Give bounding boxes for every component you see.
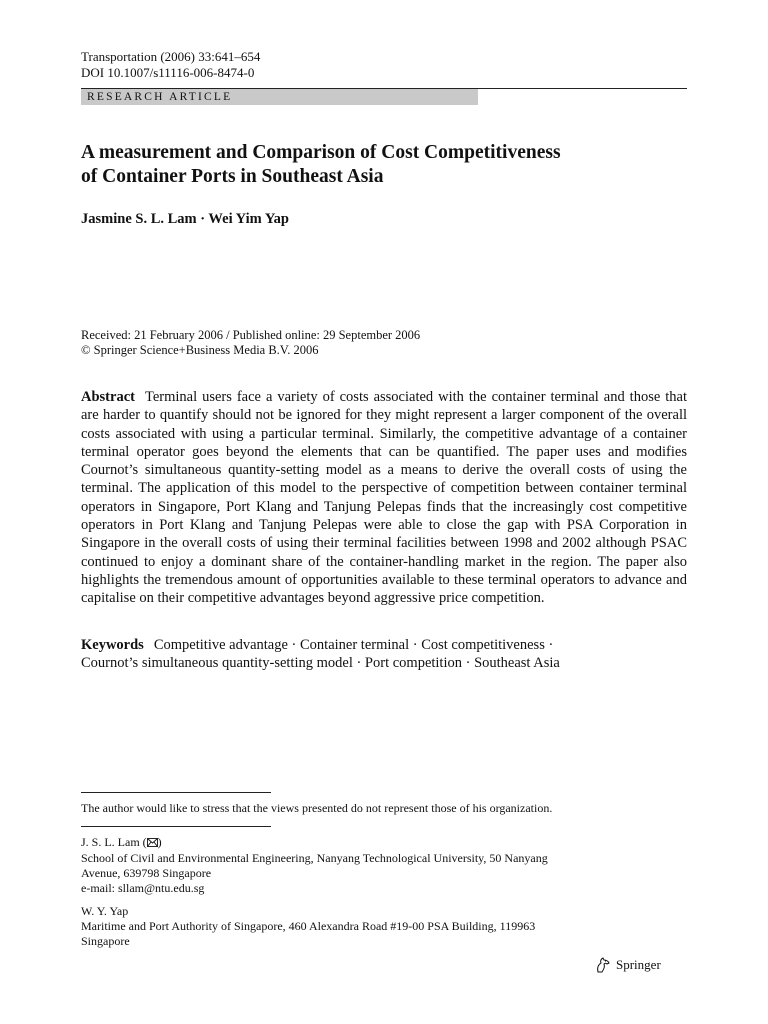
envelope-icon (147, 836, 158, 851)
yap-affiliation-line-1: Maritime and Port Authority of Singapore, 460 Alexandra Road #19-00 PSA Building, 119963 (81, 919, 536, 933)
footnote-rule (81, 792, 271, 793)
keywords (81, 636, 687, 673)
lam-email[interactable]: e-mail: sllam@ntu.edu.sg (81, 881, 205, 895)
copyright: © Springer Science+Business Media B.V. 2006 (81, 343, 319, 357)
abstract-text: Terminal users face a variety of costs associated with the container terminal and those that are harder to quantify should not be ignored for they might represent a larger component of the overall costs associated with using a particular terminal. Similarly, the competitive advantage of a container terminal operator goes beyond the elements that can be quantified. The paper uses and modifies Cournot’s simultaneous quantity-setting model as a means to derive the overall costs of using the terminal. The application of this model to the perspective of competition between container terminal operators in Singapore, Port Klang and Tanjung Pelepas finds that the increasingly cost competitive operators in Port Klang and Tanjung Pelepas were able to close the gap with PSA Corporation in Singapore in the overall costs of using their terminal facilities between 1998 and 2002 although PSAC continued to enjoy a dominant share of the container-handling market in the region. The paper also highlights the tremendous amount of opportunities available to these terminal operators to advance and capitalise on their competitive advantages beyond aggressive price competition. (81, 389, 687, 607)
publication-dates (81, 328, 420, 358)
abstract (81, 388, 687, 608)
journal-citation: Transportation (2006) 33:641–654 (81, 49, 261, 64)
springer-horse-icon (594, 957, 612, 973)
yap-name: W. Y. Yap (81, 904, 129, 918)
publisher-mark (594, 957, 661, 973)
lam-name: J. S. L. Lam ( (81, 835, 147, 849)
yap-affiliation-line-2: Singapore (81, 934, 130, 948)
title-line-2: of Container Ports in Southeast Asia (81, 166, 384, 187)
received-date: Received: 21 February 2006 / Published online: 29 September 2006 (81, 328, 421, 342)
article-title (81, 141, 691, 189)
doi[interactable]: DOI 10.1007/s11116-006-8474-0 (81, 65, 255, 80)
keywords-label: Keywords (81, 637, 144, 653)
publisher-name: Springer (616, 957, 661, 972)
footnote: The author would like to stress that the views presented do not represent those of his organization. (81, 801, 553, 815)
journal-header (81, 49, 260, 81)
affiliation-rule (81, 826, 271, 827)
abstract-label: Abstract (81, 389, 135, 405)
affiliation-lam: J. S. L. Lam ( ) School of Civil and Environmental Engineering, Nanyang Technological University, 50 Nanyang Avenue, 639798 Singapore e-mail: sllam@ntu.edu.sg (81, 835, 691, 896)
authors: Jasmine S. L. Lam · Wei Yim Yap (81, 211, 289, 227)
keywords-line-1: Competitive advantage · Container terminal · Cost competitiveness · (153, 637, 554, 653)
title-line-1: A measurement and Comparison of Cost Competitiveness (81, 142, 561, 163)
keywords-line-2: Cournot’s simultaneous quantity-setting model · Port competition · Southeast Asia (81, 655, 560, 672)
lam-affiliation-line-1: School of Civil and Environmental Engineering, Nanyang Technological University, 50 Nanyang (81, 851, 548, 865)
section-label: RESEARCH ARTICLE (81, 89, 478, 105)
lam-affiliation-line-2: Avenue, 639798 Singapore (81, 866, 212, 880)
affiliation-yap (81, 904, 691, 949)
